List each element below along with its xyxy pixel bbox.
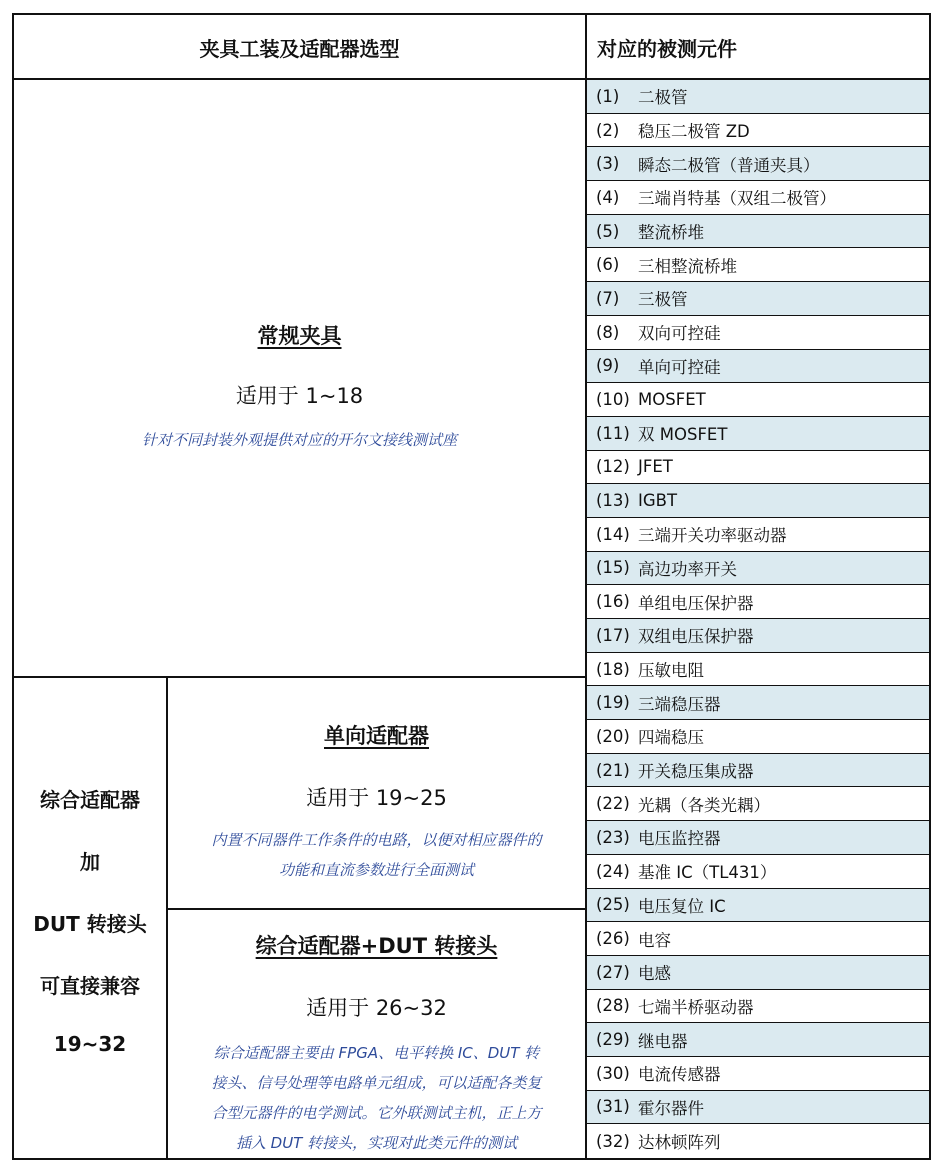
component-number: (23) xyxy=(596,827,630,847)
component-name: 电容 xyxy=(638,930,671,950)
component-row xyxy=(587,383,929,417)
component-name: 压敏电阻 xyxy=(638,661,704,681)
component-row xyxy=(587,484,929,518)
section1-range: 适用于 1~18 xyxy=(235,384,364,408)
component-number: (27) xyxy=(596,962,630,982)
component-number: (19) xyxy=(596,693,630,713)
section1-desc: 针对不同封装外观提供对应的开尔文接线测试座 xyxy=(141,431,457,449)
component-number: (31) xyxy=(596,1097,630,1117)
component-name: 高边功率开关 xyxy=(638,559,737,579)
component-number: (2) xyxy=(596,120,620,140)
component-name: 七端半桥驱动器 xyxy=(638,997,754,1017)
component-row xyxy=(587,619,929,653)
component-name: 三极管 xyxy=(638,290,688,310)
component-name: 四端稳压 xyxy=(638,728,704,748)
component-row xyxy=(587,248,929,282)
component-name: 电压复位 IC xyxy=(638,896,726,916)
component-row xyxy=(587,1124,929,1158)
component-number: (5) xyxy=(596,221,620,241)
component-number: (14) xyxy=(596,524,630,544)
component-row xyxy=(587,518,929,552)
component-row xyxy=(587,350,929,384)
component-number: (28) xyxy=(596,996,630,1016)
component-name: 单组电压保护器 xyxy=(638,593,754,613)
left-label-line5: 19~32 xyxy=(53,1032,127,1056)
header-left xyxy=(14,15,585,79)
component-row xyxy=(587,720,929,754)
component-name: 电压监控器 xyxy=(638,829,721,849)
component-name: 三端稳压器 xyxy=(638,694,721,714)
component-row xyxy=(587,552,929,586)
component-number: (12) xyxy=(596,457,630,477)
component-row xyxy=(587,316,929,350)
section3-desc-line3: 合型元器件的电学测试。它外联测试主机，正上方 xyxy=(211,1104,542,1122)
component-number: (22) xyxy=(596,794,630,814)
component-number: (7) xyxy=(596,288,620,308)
component-name: 开关稳压集成器 xyxy=(638,762,754,782)
component-name: 达林顿阵列 xyxy=(638,1133,721,1153)
component-number: (20) xyxy=(596,726,630,746)
section3-desc-line4: 插入 DUT 转接头，实现对此类元件的测试 xyxy=(235,1134,518,1152)
component-number: (18) xyxy=(596,659,630,679)
component-number: (29) xyxy=(596,1030,630,1050)
component-number: (1) xyxy=(596,86,620,106)
component-row xyxy=(587,80,929,114)
component-number: (3) xyxy=(596,154,620,174)
component-number: (15) xyxy=(596,558,630,578)
left-label-line2: 加 xyxy=(80,850,100,874)
section-regular-fixture xyxy=(14,80,585,677)
component-number: (30) xyxy=(596,1063,630,1083)
component-row xyxy=(587,147,929,181)
component-name: 电流传感器 xyxy=(638,1065,721,1085)
component-name: 双 MOSFET xyxy=(638,425,728,445)
component-row xyxy=(587,922,929,956)
component-name: 光耦（各类光耦） xyxy=(638,795,770,815)
component-number: (9) xyxy=(596,356,620,376)
component-number: (4) xyxy=(596,187,620,207)
component-name: 电感 xyxy=(638,964,671,984)
component-row xyxy=(587,585,929,619)
selection-table xyxy=(12,13,931,1160)
component-name: 双组电压保护器 xyxy=(638,627,754,647)
component-number: (26) xyxy=(596,929,630,949)
component-number: (8) xyxy=(596,322,620,342)
component-number: (17) xyxy=(596,625,630,645)
section3-desc-line2: 接头、信号处理等电路单元组成，可以适配各类复 xyxy=(211,1074,542,1092)
component-row xyxy=(587,889,929,923)
left-label-line1: 综合适配器 xyxy=(40,788,140,812)
section2-desc-line2: 功能和直流参数进行全面测试 xyxy=(278,861,474,879)
section-combined-adapter xyxy=(168,910,585,1158)
component-row xyxy=(587,754,929,788)
component-name: 单向可控硅 xyxy=(638,357,721,377)
section1-title: 常规夹具 xyxy=(257,324,342,348)
component-name: 三相整流桥堆 xyxy=(638,256,737,276)
component-row xyxy=(587,215,929,249)
component-row xyxy=(587,653,929,687)
component-name: 三端肖特基（双组二极管） xyxy=(638,189,836,209)
component-name: 基准 IC（TL431） xyxy=(638,863,777,883)
section2-title: 单向适配器 xyxy=(324,724,429,748)
component-row xyxy=(587,282,929,316)
component-row xyxy=(587,821,929,855)
component-name: MOSFET xyxy=(638,390,706,410)
component-name: 双向可控硅 xyxy=(638,324,721,344)
component-list xyxy=(587,80,929,1158)
component-row xyxy=(587,1023,929,1057)
component-number: (13) xyxy=(596,491,630,511)
component-row xyxy=(587,686,929,720)
component-row xyxy=(587,114,929,148)
left-label-line4: 可直接兼容 xyxy=(40,974,140,998)
component-row xyxy=(587,181,929,215)
component-name: 整流桥堆 xyxy=(638,223,704,243)
component-number: (11) xyxy=(596,423,630,443)
component-row xyxy=(587,1057,929,1091)
component-number: (21) xyxy=(596,760,630,780)
component-row xyxy=(587,956,929,990)
header-right xyxy=(587,15,931,79)
section-unidirectional-adapter xyxy=(168,678,585,909)
component-number: (32) xyxy=(596,1131,630,1151)
component-name: 二极管 xyxy=(638,88,688,108)
combined-adapter-label xyxy=(14,678,166,1158)
component-name: 继电器 xyxy=(638,1031,688,1051)
component-row xyxy=(587,990,929,1024)
component-name: 霍尔器件 xyxy=(638,1098,704,1118)
component-row xyxy=(587,417,929,451)
component-number: (25) xyxy=(596,895,630,915)
component-row xyxy=(587,1091,929,1125)
component-row xyxy=(587,451,929,485)
left-label-line3: DUT 转接头 xyxy=(33,912,147,936)
header-right-label: 对应的被测元件 xyxy=(597,36,737,61)
header-left-label: 夹具工装及适配器选型 xyxy=(199,36,400,61)
section2-desc-line1: 内置不同器件工作条件的电路，以便对相应器件的 xyxy=(211,831,542,849)
component-name: IGBT xyxy=(638,491,678,511)
component-number: (16) xyxy=(596,592,630,612)
component-name: 瞬态二极管（普通夹具） xyxy=(638,155,820,175)
component-name: 稳压二极管 ZD xyxy=(638,122,750,142)
component-row xyxy=(587,855,929,889)
component-name: 三端开关功率驱动器 xyxy=(638,526,787,546)
component-row xyxy=(587,787,929,821)
component-number: (24) xyxy=(596,861,630,881)
section3-range: 适用于 26~32 xyxy=(306,996,447,1020)
component-number: (10) xyxy=(596,390,630,410)
section3-title: 综合适配器+DUT 转接头 xyxy=(255,934,498,958)
component-number: (6) xyxy=(596,255,620,275)
component-name: JFET xyxy=(638,457,673,477)
section3-desc-line1: 综合适配器主要由 FPGA、电平转换 IC、DUT 转 xyxy=(213,1044,540,1062)
section2-range: 适用于 19~25 xyxy=(306,786,447,810)
